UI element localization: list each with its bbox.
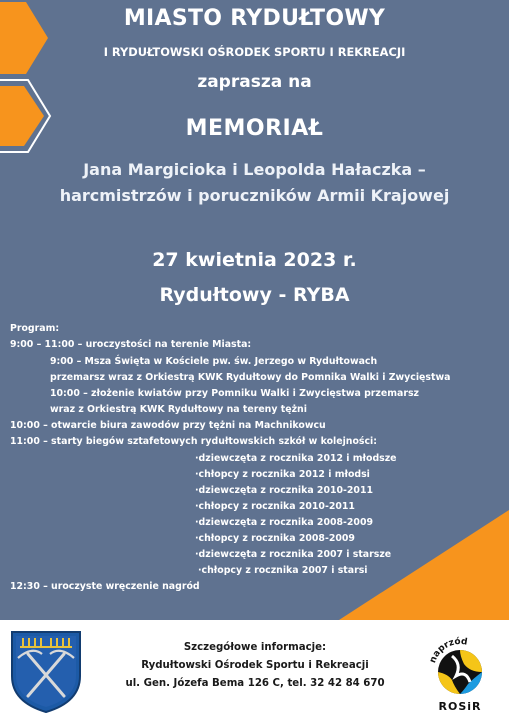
relay-category: ·chłopcy z rocznika 2007 i starsi — [198, 565, 368, 576]
relay-category: ·dziewczęta z rocznika 2010-2011 — [195, 485, 373, 496]
invite-text: zaprasza na — [197, 72, 312, 92]
program-line: 10:00 – złożenie kwiatów przy Pomniku Walki i Zwycięstwa przemarsz — [50, 388, 419, 399]
organizer-name: I RYDUŁTOWSKI OŚRODEK SPORTU I REKREACJI — [103, 45, 406, 59]
honorees-line-1: Jana Margicioka i Leopolda Hałaczka – — [83, 160, 426, 179]
relay-category: ·dziewczęta z rocznika 2008-2009 — [195, 517, 373, 528]
info-address: ul. Gen. Józefa Bema 126 C, tel. 32 42 84 670 — [125, 678, 385, 689]
event-place: Rydułtowy - RYBA — [159, 284, 350, 306]
rosir-logo — [418, 626, 502, 718]
program-line: przemarsz wraz z Orkiestrą KWK Rydułtowy do Pomnika Walki i Zwycięstwa — [50, 372, 451, 383]
event-title: MEMORIAŁ — [185, 116, 324, 141]
program-line: 12:30 – uroczyste wręczenie nagród — [10, 581, 200, 592]
program-line: 11:00 – starty biegów sztafetowych rydułtowskich szkół w kolejności: — [10, 436, 378, 447]
city-title: MIASTO RYDUŁTOWY — [123, 6, 386, 31]
rosir-logo-icon — [418, 626, 502, 702]
relay-category: ·dziewczęta z rocznika 2007 i starsze — [195, 549, 392, 560]
program-line: wraz z Orkiestrą KWK Rydułtowy na tereny tężni — [50, 404, 307, 415]
event-date: 27 kwietnia 2023 r. — [152, 249, 357, 271]
program-line: 9:00 – Msza Święta w Kościele pw. św. Jerzego w Rydułtowach — [50, 356, 378, 367]
info-title: Szczegółowe informacje: — [183, 642, 327, 653]
honorees-line-2: harcmistrzów i poruczników Armii Krajowej — [59, 186, 450, 205]
relay-category: ·chłopcy z rocznika 2008-2009 — [195, 533, 355, 544]
city-crest-icon — [10, 630, 82, 714]
program-line: 9:00 – 11:00 – uroczystości na terenie Miasta: — [10, 339, 252, 350]
program-line: 10:00 – otwarcie biura zawodów przy tężni na Machnikowcu — [10, 420, 326, 431]
program-title: Program: — [10, 323, 60, 334]
info-organization: Rydułtowski Ośrodek Sportu i Rekreacji — [141, 660, 369, 671]
logo-motto: naprzód — [428, 636, 469, 665]
relay-category: ·chłopcy z rocznika 2012 i młodsi — [195, 469, 370, 480]
rosir-logo-name: ROSiR — [438, 700, 482, 713]
relay-category: ·chłopcy z rocznika 2010-2011 — [195, 501, 355, 512]
footer — [0, 620, 509, 720]
relay-category: ·dziewczęta z rocznika 2012 i młodsze — [195, 453, 397, 464]
